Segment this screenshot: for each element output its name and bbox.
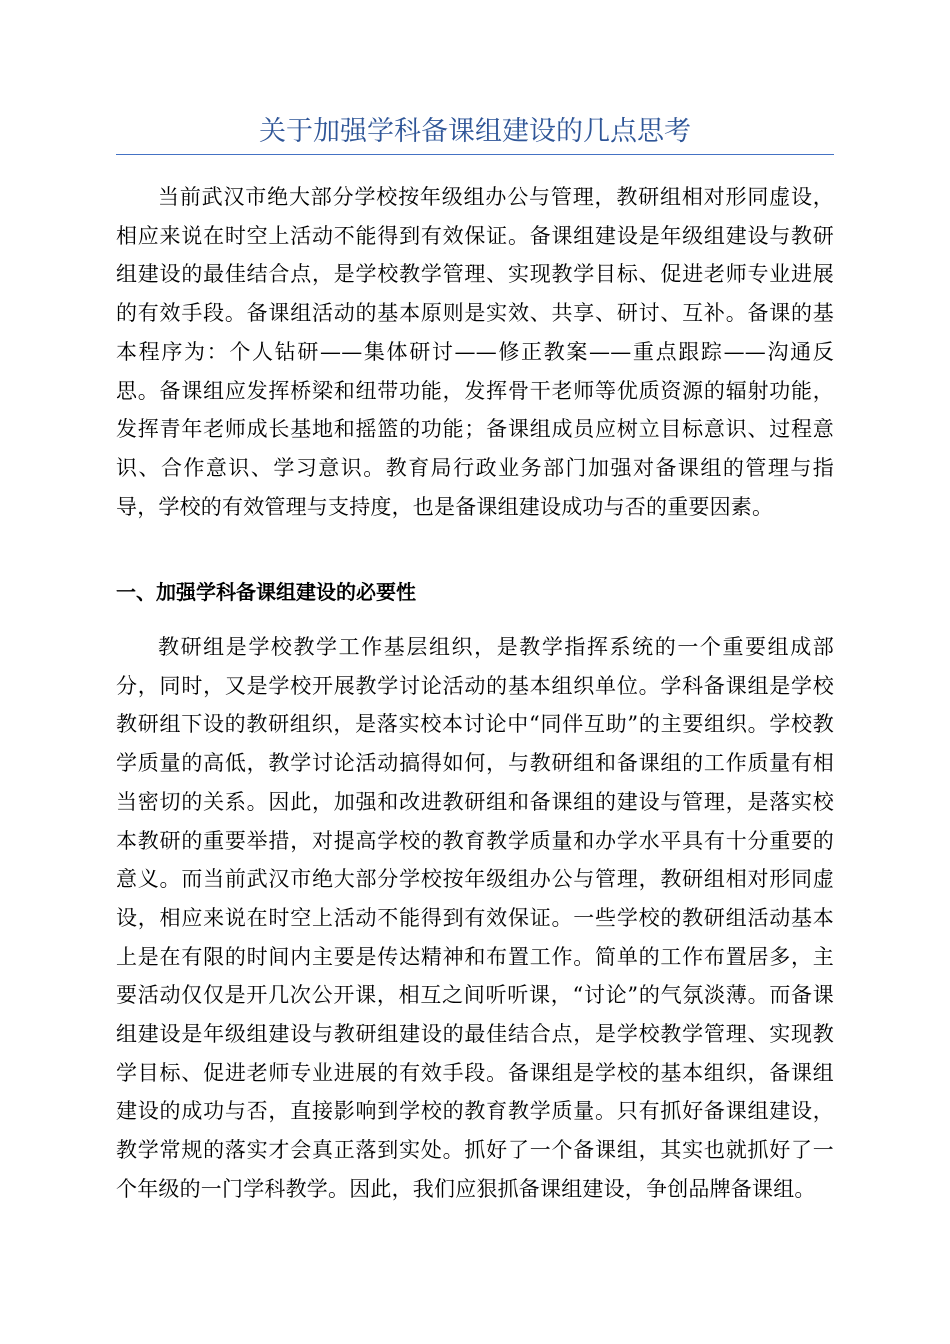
- document-title: 关于加强学科备课组建设的几点思考: [259, 116, 691, 147]
- section-paragraph: 教研组是学校教学工作基层组织，是教学指挥系统的一个重要组成部分，同时，又是学校开展教学讨论活动的基本组织单位。学科备课组是学校教研组下设的教研组织，是落实校本讨论中“同伴互助”的主要组织。学校教学质量的高低，教学讨论活动搞得如何，与教研组和备课组的工作质量有相当密切的关系。因此，加强和改进教研组和备课组的建设与管理，是落实校本教研的重要举措，对提高学校的教育教学质量和办学水平具有十分重要的意义。而当前武汉市绝大部分学校按年级组办公与管理，教研组相对形同虚设，相应来说在时空上活动不能得到有效保证。一些学校的教研组活动基本上是在有限的时间内主要是传达精神和布置工作。简单的工作布置居多，主要活动仅仅是开几次公开课，相互之间听听课，“讨论”的气氛淡薄。而备课组建设是年级组建设与教研组建设的最佳结合点，是学校教学管理、实现教学目标、促进老师专业进展的有效手段。备课组是学校的基本组织，备课组建设的成功与否，直接影响到学校的教育教学质量。只有抓好备课组建设，教学常规的落实才会真正落到实处。抓好了一个备课组，其实也就抓好了一个年级的一门学科教学。因此，我们应狠抓备课组建设，争创品牌备课组。: [116, 635, 834, 1201]
- section-heading: 一、加强学科备课组建设的必要性: [116, 580, 416, 604]
- intro-paragraph: 当前武汉市绝大部分学校按年级组办公与管理，教研组相对形同虚设，相应来说在时空上活动不能得到有效保证。备课组建设是年级组建设与教研组建设的最佳结合点，是学校教学管理、实现教学目标、促进老师专业进展的有效手段。备课组活动的基本原则是实效、共享、研讨、互补。备课的基本程序为：个人钻研——集体研讨——修正教案——重点跟踪——沟通反思。备课组应发挥桥梁和纽带功能，发挥骨干老师等优质资源的辐射功能，发挥青年老师成长基地和摇篮的功能；备课组成员应树立目标意识、过程意识、合作意识、学习意识。教育局行政业务部门加强对备课组的管理与指导，学校的有效管理与支持度，也是备课组建设成功与否的重要因素。: [116, 185, 834, 519]
- title-underline: [116, 154, 834, 155]
